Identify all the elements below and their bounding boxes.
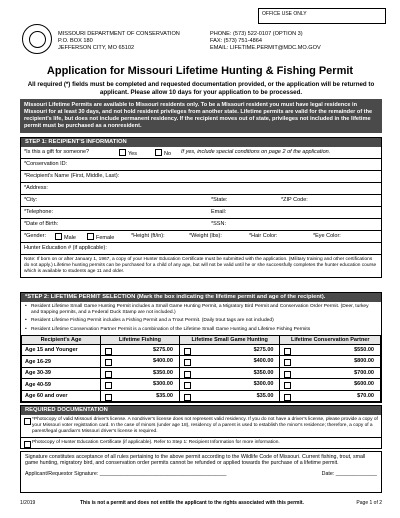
price-amount: $70.00 (357, 392, 374, 399)
permit-checkbox[interactable] (184, 382, 191, 389)
price-cell-partner[interactable] (280, 344, 381, 356)
permit-checkbox[interactable] (184, 348, 191, 355)
price-cell-fishing[interactable] (100, 390, 179, 402)
office-use-box: OFFICE USE ONLY (258, 8, 386, 24)
zip-label: *ZIP Code: (281, 197, 308, 203)
price-amount: $350.00 (153, 369, 173, 376)
city-label: *City: (24, 197, 38, 203)
price-amount: $550.00 (354, 346, 374, 353)
table-row (22, 367, 381, 379)
dob-label: *Date of Birth: (24, 221, 59, 227)
form-title: Application for Missouri Lifetime Hunting & Fishing Permit (46, 65, 354, 77)
price-cell-small-game[interactable] (179, 356, 280, 368)
gift-question: *Is this a gift for someone? (24, 149, 90, 155)
recipient-name-field[interactable] (21, 171, 381, 183)
conservation-id-label: *Conservation ID: (24, 161, 68, 167)
price-amount: $300.00 (153, 381, 173, 388)
step1-header: STEP 1: RECIPIENT'S INFORMATION (21, 138, 381, 147)
gift-note: If yes, include special conditions on page 2 of the application. (181, 149, 331, 155)
bullet-small-game: • Resident Lifetime Small Game Hunting Permit includes a Small Game Hunting Permit, a Migratory Bird Permit and Conservation Order Permit. (Deer, turkey and trapping permits, and a Federal Duck Stamp are not included.) (21, 303, 381, 317)
price-amount: $400.00 (153, 358, 173, 365)
permit-checkbox[interactable] (105, 371, 112, 378)
signature-statement: Signature constitutes acceptance of all rules pertaining to the above permit according to the Wildlife Code of Missouri. Current fishing, trout, small game hunting, migratory bird, and conservation order permits cannot be refunded or applied towards the purchase of a lifetime permit. (25, 454, 366, 467)
height-label: *Height (ft/in): (131, 233, 165, 239)
price-cell-small-game[interactable] (179, 390, 280, 402)
agency-city: JEFFERSON CITY, MO 65102 (58, 45, 135, 51)
price-cell-fishing[interactable] (100, 344, 179, 356)
gift-no-label: No (164, 151, 172, 157)
conservation-id-field[interactable] (21, 159, 381, 171)
weight-label: *Weight (lbs): (189, 233, 222, 239)
bullet-fishing: • Resident Lifetime Fishing Permit includes a Fishing Permit and a Trout Permit. (Daily trout tags are not included) (21, 317, 381, 325)
price-cell-small-game[interactable] (179, 379, 280, 391)
price-cell-partner[interactable] (280, 367, 381, 379)
price-amount: $400.00 (253, 358, 274, 365)
price-amount: $35.00 (256, 392, 274, 399)
recipient-name-label: *Recipient's Name (First, Middle, Last): (24, 173, 120, 179)
contact-email: EMAIL: LIFETIME.PERMIT@MDC.MO.GOV (210, 45, 321, 51)
table-row (22, 379, 381, 391)
agency-address (58, 31, 180, 52)
permit-checkbox[interactable] (284, 394, 291, 401)
gender-male[interactable] (55, 233, 76, 241)
eye-label: *Eye Color: (313, 233, 341, 239)
step2-section (20, 292, 382, 403)
gift-row (21, 147, 381, 159)
permit-price-table (21, 335, 381, 403)
contact-fax: FAX: (573) 751-4864 (210, 38, 262, 44)
female-label: Female (96, 235, 115, 241)
residency-notice: Missouri Lifetime Permits are available to Missouri residents only. To be a Missouri resident you must have legal residence in Missouri for at least 30 days, and not hold resident privileges from another state. Lifetime permits are valid for the remainder of the recipient's life, but does not include permanent residency. If the recipient moves out of state, privileges not included in the lifetime permit must be purchased as a nonresident. (20, 99, 382, 133)
gift-yes[interactable] (119, 149, 137, 157)
physical-description-row (21, 231, 381, 243)
price-amount: $275.00 (153, 346, 173, 353)
price-cell-partner[interactable] (280, 356, 381, 368)
telephone-email-row (21, 207, 381, 219)
page-number: Page 1 of 2 (356, 500, 382, 506)
form-revision-date: 1/2019 (20, 500, 36, 506)
gift-no-checkbox[interactable] (155, 149, 162, 156)
step1-section (20, 137, 382, 278)
dob-ssn-row (21, 219, 381, 231)
age-cell: Age 40-59 (22, 379, 101, 391)
permit-checkbox[interactable] (284, 359, 291, 366)
bullet-partner: • Resident Lifetime Conservation Partner Permit is a combination of the Lifetime Small Game Hunting and Lifetime Fishing Permits (21, 326, 381, 334)
permit-checkbox[interactable] (184, 371, 191, 378)
price-cell-partner[interactable] (280, 390, 381, 402)
hunter-ed-label: Hunter Education # (if applicable): (24, 245, 107, 251)
hunter-ed-cert-checkbox[interactable] (24, 441, 31, 448)
footer-disclaimer: This is not a permit and does not entitle the applicant to the rights associated with this permit. (80, 500, 304, 506)
signature-section (20, 451, 382, 493)
address-field[interactable] (21, 183, 381, 195)
drivers-license-checkbox[interactable] (24, 418, 31, 425)
price-amount: $600.00 (354, 381, 374, 388)
price-amount: $300.00 (253, 381, 274, 388)
city-state-zip-row (21, 195, 381, 207)
gender-label: *Gender: (24, 233, 47, 239)
gift-no[interactable] (155, 149, 171, 157)
age-cell: Age 16-29 (22, 356, 101, 368)
price-cell-partner[interactable] (280, 379, 381, 391)
date-line[interactable]: Date: ______________ (321, 470, 377, 477)
step2-header: *STEP 2: LIFETIME PERMIT SELECTION (Mark the box indicating the lifetime permit and age of the recipient). (21, 293, 381, 302)
permit-checkbox[interactable] (284, 348, 291, 355)
agency-name: MISSOURI DEPARTMENT OF CONSERVATION (58, 31, 180, 37)
permit-checkbox[interactable] (105, 394, 112, 401)
drivers-license-text: *Photocopy of valid Missouri driver's license. A nondriver's license does not represent valid residency. If you do not have a driver's license, please provide a copy of your Missouri voter registration card. In the case of minors (under age 18), residency of a parent is used to establish the minor's residence; therefore, a copy of a parent/legal guardian's Missouri driver's license is required. (32, 417, 378, 434)
table-row (22, 356, 381, 368)
ssn-label: *SSN: (211, 221, 226, 227)
permit-checkbox[interactable] (105, 359, 112, 366)
price-amount: $700.00 (354, 369, 374, 376)
column-header: Lifetime Fishing (100, 335, 179, 344)
intro-text: All required (*) fields must be completed and requested documentation provided, or the application will be returned to applicant. Please allow 10 days for your application to be processed. (27, 81, 375, 96)
drivers-license-item (21, 415, 381, 437)
column-header: Recipient's Age (22, 335, 101, 344)
price-amount: $350.00 (253, 369, 274, 376)
contact-phone: PHONE: (573) 522-0107 (OPTION 3) (210, 31, 303, 37)
price-amount: $35.00 (156, 392, 173, 399)
gift-yes-label: Yes (128, 151, 137, 157)
address-label: *Address: (24, 185, 48, 191)
column-header: Lifetime Conservation Partner (280, 335, 381, 344)
table-row (22, 344, 381, 356)
signature-line[interactable]: Applicant/Requestor Signature: ___________________________________________ (25, 470, 227, 477)
agency-pobox: P.O. BOX 180 (58, 38, 93, 44)
hunter-ed-cert-item (21, 437, 381, 448)
state-label: *State: (211, 197, 228, 203)
hunter-ed-cert-text: Photocopy of Hunter Education Certificate (if applicable). Refer to Step 1: Recipient Information for more information. (32, 440, 280, 445)
price-amount: $275.00 (253, 346, 274, 353)
permit-checkbox[interactable] (184, 359, 191, 366)
permit-checkbox[interactable] (105, 382, 112, 389)
email-label: Email: (211, 209, 227, 215)
contact-info (210, 31, 321, 52)
age-cell: Age 15 and Younger (22, 344, 101, 356)
permit-checkbox[interactable] (105, 348, 112, 355)
telephone-label: *Telephone: (24, 209, 54, 215)
hair-label: *Hair Color: (249, 233, 278, 239)
price-cell-small-game[interactable] (179, 344, 280, 356)
column-header: Lifetime Small Game Hunting (179, 335, 280, 344)
permit-checkbox[interactable] (284, 371, 291, 378)
price-cell-fishing[interactable] (100, 356, 179, 368)
permit-checkbox[interactable] (184, 394, 191, 401)
female-checkbox[interactable] (87, 233, 94, 240)
age-cell: Age 60 and over (22, 390, 101, 402)
table-row (22, 390, 381, 402)
price-cell-fishing[interactable] (100, 367, 179, 379)
gender-female[interactable] (87, 233, 114, 241)
hunter-ed-note: Note: If born on or after January 1, 1967, a copy of your Hunter Education Certificate must be submitted with the application. (Military training and other certifications do not apply.) Lifetime hunting permits can be purchased for a child of any age, but will not be valid until he or she successfully completes the hunter education course which is available to students age 11 and older. (24, 257, 377, 274)
price-cell-small-game[interactable] (179, 367, 280, 379)
age-cell: Age 30-39 (22, 367, 101, 379)
male-label: Male (64, 235, 76, 241)
department-seal-logo (22, 24, 52, 54)
permit-checkbox[interactable] (284, 382, 291, 389)
table-header-row (22, 335, 381, 344)
hunter-ed-field[interactable] (21, 243, 381, 255)
price-amount: $800.00 (354, 358, 374, 365)
required-docs-section (20, 405, 382, 449)
male-checkbox[interactable] (55, 233, 62, 240)
required-docs-header: REQUIRED DOCUMENTATION (21, 406, 381, 415)
price-cell-fishing[interactable] (100, 379, 179, 391)
gift-yes-checkbox[interactable] (119, 149, 126, 156)
